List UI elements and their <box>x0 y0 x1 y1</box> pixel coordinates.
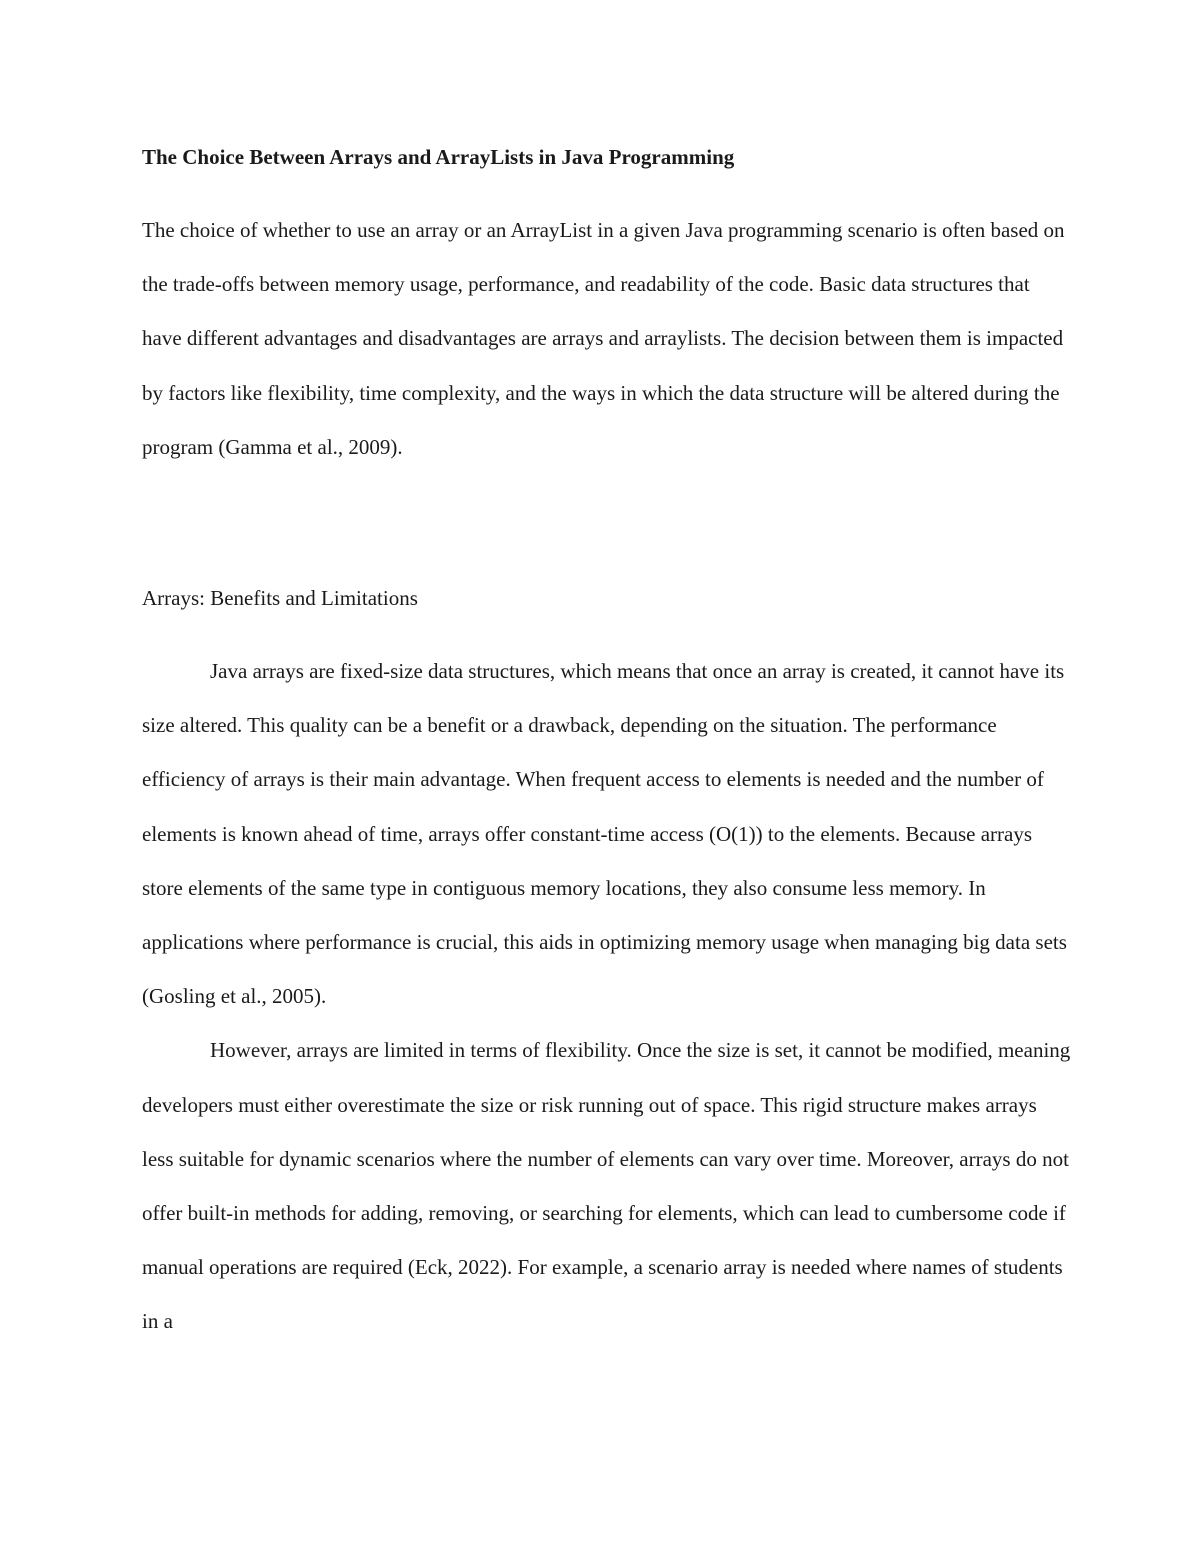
document-title: The Choice Between Arrays and ArrayLists in Java Programming <box>142 145 735 169</box>
intro-paragraph: The choice of whether to use an array or an ArrayList in a given Java programming scenario is often based on the trade-offs between memory usage, performance, and readability of the code. Basic data structures that have different advantages and disadvantages are arrays and arraylists. The decision between them is impacted by factors like flexibility, time complexity, and the ways in which the data structure will be altered during the program (Gamma et al., 2009). <box>142 218 1065 459</box>
document-body <box>142 141 1072 1349</box>
body-paragraph-2: However, arrays are limited in terms of flexibility. Once the size is set, it cannot be modified, meaning developers must either overestimate the size or risk running out of space. This rigid structure makes arrays less suitable for dynamic scenarios where the number of elements can vary over time. Moreover, arrays do not offer built-in methods for adding, removing, or searching for elements, which can lead to cumbersome code if manual operations are required (Eck, 2022). For example, a scenario array is needed where names of students in a <box>142 1038 1071 1334</box>
section-heading: Arrays: Benefits and Limitations <box>142 586 418 611</box>
body-paragraph-1: Java arrays are fixed-size data structures, which means that once an array is created, it cannot have its size altered. This quality can be a benefit or a drawback, depending on the situation. The performance efficiency of arrays is their main advantage. When frequent access to elements is needed and the number of elements is known ahead of time, arrays offer constant-time access (O(1)) to the elements. Because arrays store elements of the same type in contiguous memory locations, they also consume less memory. In applications where performance is crucial, this aids in optimizing memory usage when managing big data sets (Gosling et al., 2005). <box>142 659 1067 1009</box>
